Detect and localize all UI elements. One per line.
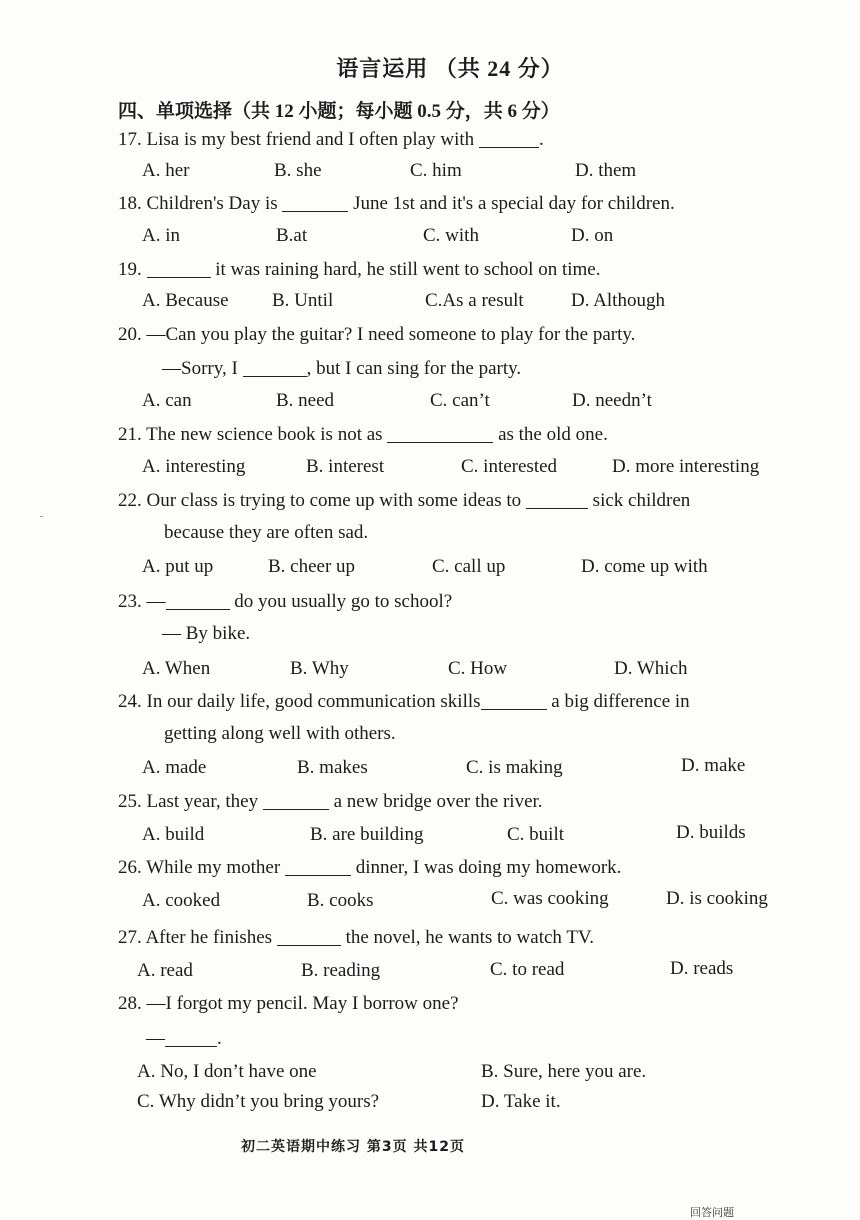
option-b: B. reading xyxy=(301,960,381,981)
option-b: B. need xyxy=(276,390,335,411)
option-c: C. is making xyxy=(466,757,563,778)
corner-text: 回答问题 xyxy=(690,1206,734,1219)
option-d: D. is cooking xyxy=(666,888,768,909)
question-number: 20. xyxy=(118,324,142,345)
option-b: B. makes xyxy=(297,757,368,778)
question-number: 23. xyxy=(118,591,142,612)
question-stem-pre: Our class is trying to come up with some ideas to xyxy=(146,490,526,511)
option-c: C. him xyxy=(410,160,462,181)
question-number: 18. xyxy=(118,193,142,214)
section-title: 语言运用 （共 24 分） xyxy=(336,56,564,81)
question-28 xyxy=(118,993,459,1015)
option-d: D. come up with xyxy=(581,556,708,577)
question-stem-post: June 1st and it's a special day for children. xyxy=(348,193,675,214)
question-stem-post: a new bridge over the river. xyxy=(328,791,543,812)
answer-blank xyxy=(479,128,539,148)
reply-post: , but I can sing for the party. xyxy=(306,358,522,379)
option-a: A. build xyxy=(142,824,205,845)
question-continuation: because they are often sad. xyxy=(164,522,369,543)
instruction-heading: 四、单项选择（共 12 小题；每小题 0.5 分，共 6 分） xyxy=(118,101,560,122)
question-stem-pre: Lisa is my best friend and I often play with xyxy=(146,129,479,150)
answer-blank xyxy=(526,489,588,509)
question-number: 19. xyxy=(118,259,142,280)
option-c: C. to read xyxy=(490,959,565,980)
question-stem-pre: —I forgot my pencil. May I borrow one? xyxy=(146,993,459,1014)
option-a: A. interesting xyxy=(142,456,246,477)
question-21 xyxy=(118,423,608,446)
option-c: C. interested xyxy=(461,456,558,477)
question-stem-pre: Last year, they xyxy=(146,791,263,812)
answer-blank xyxy=(165,1027,217,1047)
option-d: D. Take it. xyxy=(481,1091,561,1112)
answer-blank xyxy=(147,258,211,278)
option-c: C. with xyxy=(423,225,479,246)
question-stem-post: . xyxy=(538,129,544,150)
answer-blank xyxy=(166,590,230,610)
option-d: D. more interesting xyxy=(612,456,760,477)
option-b: B. she xyxy=(274,160,322,181)
answer-blank xyxy=(277,926,341,946)
reply-post: . xyxy=(217,1028,222,1049)
question-22 xyxy=(118,489,690,512)
question-continuation: getting along well with others. xyxy=(164,723,396,744)
option-d: D. them xyxy=(575,160,637,181)
question-stem-post: as the old one. xyxy=(493,424,608,445)
option-c: C. was cooking xyxy=(491,888,609,909)
question-stem-post: do you usually go to school? xyxy=(229,591,453,612)
question-stem-pre: The new science book is not as xyxy=(146,424,388,445)
option-a: A. can xyxy=(142,390,192,411)
option-b: B. are building xyxy=(310,824,424,845)
question-number: 25. xyxy=(118,791,142,812)
option-a: A. put up xyxy=(142,556,214,577)
reply-pre: —Sorry, I xyxy=(162,358,243,379)
option-d: D. Although xyxy=(571,290,665,311)
question-25 xyxy=(118,790,543,813)
option-c: C.As a result xyxy=(425,290,524,311)
question-19 xyxy=(118,258,600,281)
option-d: D. Which xyxy=(614,658,688,679)
question-stem-post: dinner, I was doing my homework. xyxy=(350,857,622,878)
option-d: D. builds xyxy=(676,822,746,843)
option-c: C. How xyxy=(448,658,508,679)
question-24 xyxy=(118,690,690,713)
option-d: D. needn’t xyxy=(572,390,652,411)
question-stem-post: a big difference in xyxy=(546,691,690,712)
answer-blank xyxy=(481,690,547,710)
question-continuation: — By bike. xyxy=(162,623,251,644)
option-a: A. read xyxy=(137,960,193,981)
question-number: 24. xyxy=(118,691,142,712)
page-footer: 初二英语期中练习 第3页 共12页 xyxy=(241,1139,465,1155)
option-c: C. can’t xyxy=(430,390,490,411)
question-17 xyxy=(118,128,544,151)
question-20 xyxy=(118,324,635,346)
option-b: B. Why xyxy=(290,658,349,679)
option-c: C. Why didn’t you bring yours? xyxy=(137,1091,380,1112)
question-26 xyxy=(118,856,621,879)
question-18 xyxy=(118,192,675,215)
option-b: B. cheer up xyxy=(268,556,356,577)
answer-blank xyxy=(387,423,493,443)
answer-blank xyxy=(243,357,307,377)
question-stem-pre: — xyxy=(146,591,166,612)
question-stem-pre: After he finishes xyxy=(145,927,277,948)
option-c: C. call up xyxy=(432,556,506,577)
question-stem-post: it was raining hard, he still went to school on time. xyxy=(210,259,601,280)
option-a: A. her xyxy=(142,160,190,181)
option-d: D. on xyxy=(571,225,614,246)
option-a: A. in xyxy=(142,225,180,246)
answer-blank xyxy=(263,790,329,810)
question-stem-pre: While my mother xyxy=(146,857,285,878)
question-stem-pre: —Can you play the guitar? I need someone to play for the party. xyxy=(146,324,636,345)
option-a: A. When xyxy=(142,658,211,679)
option-b: B. Sure, here you are. xyxy=(481,1061,647,1082)
question-number: 28. xyxy=(118,993,142,1014)
option-a: A. Because xyxy=(142,290,229,311)
option-a: A. cooked xyxy=(142,890,221,911)
option-b: B. interest xyxy=(306,456,385,477)
option-a: A. made xyxy=(142,757,207,778)
option-b: B. cooks xyxy=(307,890,374,911)
question-number: 17. xyxy=(118,129,142,150)
question-stem-pre: Children's Day is xyxy=(146,193,283,214)
option-d: D. reads xyxy=(670,958,734,979)
option-c: C. built xyxy=(507,824,565,845)
question-number: 27. xyxy=(118,927,142,948)
question-number: 22. xyxy=(118,490,142,511)
option-b: B.at xyxy=(276,225,308,246)
answer-blank xyxy=(282,192,348,212)
answer-blank xyxy=(285,856,351,876)
question-number: 21. xyxy=(118,424,142,445)
question-stem-pre: In our daily life, good communication skills xyxy=(146,691,481,712)
question-number: 26. xyxy=(118,857,142,878)
option-b: B. Until xyxy=(272,290,334,311)
question-28-reply xyxy=(146,1027,222,1050)
option-d: D. make xyxy=(681,755,746,776)
question-20-reply xyxy=(162,357,521,380)
question-27 xyxy=(118,926,594,949)
question-23 xyxy=(118,590,452,613)
scan-mark xyxy=(40,516,43,517)
question-stem-post: the novel, he wants to watch TV. xyxy=(340,927,594,948)
option-a: A. No, I don’t have one xyxy=(137,1061,317,1082)
question-stem-post: sick children xyxy=(587,490,691,511)
reply-pre: — xyxy=(146,1028,165,1049)
